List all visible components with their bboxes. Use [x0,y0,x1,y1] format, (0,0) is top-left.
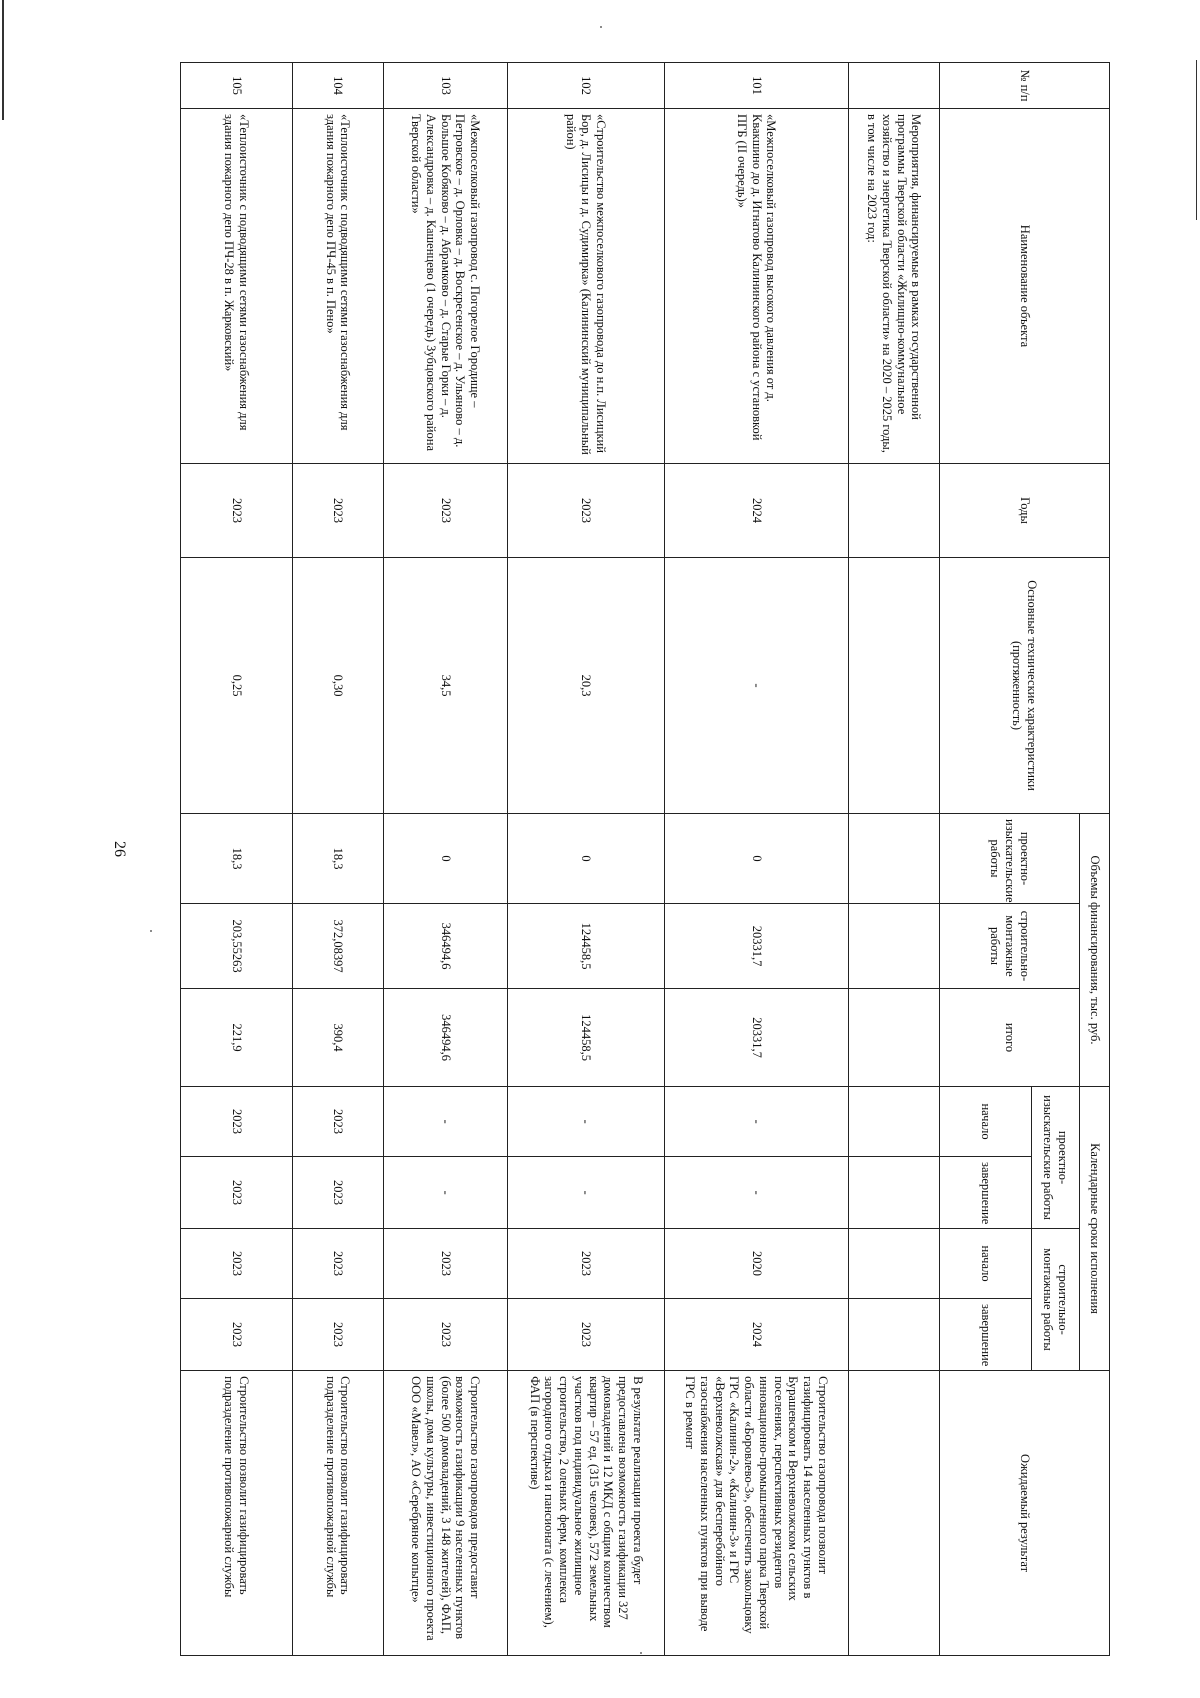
row-years: 2023 [181,464,293,558]
scan-edge-line-left [2,0,4,120]
empty-cell [848,989,939,1087]
row-design-end: - [664,1157,848,1229]
row-design-end: - [383,1157,507,1229]
row-design-start: - [508,1087,665,1157]
section-num-cell [848,63,939,109]
row-design-start: 2023 [292,1087,383,1157]
empty-cell [848,1157,939,1229]
header-result: Ожидаемый результат [940,1371,1110,1656]
row-fin-total: 346494,6 [383,989,507,1087]
row-design-end: - [508,1157,665,1229]
row-fin-design: 0 [508,814,665,904]
header-fin-total: итого [940,989,1080,1087]
row-years: 2023 [508,464,665,558]
row-name: «Строительство межпоселкового газопровода до н.п. Лисицкий Бор, д. Лисицы и д. Судимирка» (Калининский муниципальный район) [508,109,665,464]
empty-cell [848,464,939,558]
row-specs: 0,30 [292,558,383,814]
row-fin-construction: 20331,7 [664,904,848,989]
row-fin-total: 20331,7 [664,989,848,1087]
empty-cell [848,1229,939,1299]
table-row [664,63,848,1656]
row-num: 101 [664,63,848,109]
table-row [181,63,293,1656]
section-name: Мероприятия, финансируемые в рамках государственной программы Тверской области «Жилищно-коммунальное хозяйство и энергетика Тверской области» на 2020 – 2025 годы, в том числе на 2023 год: [848,109,939,464]
row-fin-design: 18,3 [292,814,383,904]
row-construction-start: 2023 [292,1229,383,1299]
header-sched-construction: строительно-монтажные работы [1032,1229,1080,1371]
row-fin-total: 221,9 [181,989,293,1087]
row-construction-start: 2023 [181,1229,293,1299]
row-construction-end: 2024 [664,1299,848,1371]
row-num: 104 [292,63,383,109]
row-design-start: - [383,1087,507,1157]
row-name: «Теплоисточник с подводящими сетями газоснабжения для здания пожарного депо ПЧ-28 в п. Жарковский» [181,109,293,464]
row-construction-start: 2023 [383,1229,507,1299]
scan-speck [150,930,152,932]
row-name: «Теплоисточник с подводящими сетями газоснабжения для здания пожарного депо ПЧ-45 в п. Пено» [292,109,383,464]
row-result: Строительство газопровода позволит газифицировать 14 населенных пунктов в Бурашевском и Верхневолжском сельских поселениях, перспективных резидентов инновационно-промышленного парка Тверской области «Боровлево-3», обеспечить закольцовку ГРС «Калинин-2», «Калинин-3» и ГРС «Верхневолжская» для бесперебойного газоснабжения населенных пунктов при выводе ГРС в ремонт [664,1371,848,1656]
row-num: 105 [181,63,293,109]
empty-cell [848,1371,939,1656]
row-construction-start: 2023 [508,1229,665,1299]
row-design-start: 2023 [181,1087,293,1157]
row-years: 2024 [664,464,848,558]
row-construction-end: 2023 [181,1299,293,1371]
row-design-start: - [664,1087,848,1157]
row-fin-construction: 203,55263 [181,904,293,989]
row-fin-design: 18,3 [181,814,293,904]
row-design-end: 2023 [181,1157,293,1229]
empty-cell [848,814,939,904]
row-fin-construction: 124458,5 [508,904,665,989]
rotated-table-sheet [180,62,1110,1655]
scan-edge-line-right [1196,60,1197,220]
page-number: 26 [111,841,128,857]
row-name: «Межпоселковый газопровод высокого давления от д. Квакшино до д. Игнатово Калининского района с установкой ПГБ (II очередь)» [664,109,848,464]
header-years: Годы [940,464,1110,558]
empty-cell [848,1299,939,1371]
header-schedule: Календарные сроки исполнения [1080,1087,1110,1371]
row-result: Строительство газопроводов предоставит возможность газификации 9 населенных пунктов (более 500 домовладений, 3 148 жителей), ФАП, школы, дома культуры, инвестиционного проекта ООО «Мавел», АО «Серебряное копытце» [383,1371,507,1656]
row-specs: 20,3 [508,558,665,814]
row-fin-construction: 372,08397 [292,904,383,989]
row-specs: - [664,558,848,814]
header-construction-end: завершение [940,1299,1032,1371]
row-specs: 0,25 [181,558,293,814]
row-name: «Межпоселковый газопровод с. Погорелое Городище – Петровское – д. Орловка – д. Воскресенское – д. Ульяново – д. Большое Кобяково – д. Абрамково – д. Старые Горки – д. Александровка – д. Кашенцево (1 очередь) Зубцовского района Тверской области» [383,109,507,464]
row-result: Строительство позволит газифицировать подразделение противопожарной службы [181,1371,293,1656]
row-num: 103 [383,63,507,109]
empty-cell [848,1087,939,1157]
header-construction-start: начало [940,1229,1032,1299]
row-construction-end: 2023 [383,1299,507,1371]
section-row [848,63,939,1656]
row-fin-design: 0 [383,814,507,904]
header-design-start: начало [940,1087,1032,1157]
header-specs: Основные технические характеристики (протяженность) [940,558,1110,814]
row-specs: 34,5 [383,558,507,814]
table-row [292,63,383,1656]
row-design-end: 2023 [292,1157,383,1229]
table-row [508,63,665,1656]
empty-cell [848,904,939,989]
row-years: 2023 [383,464,507,558]
empty-cell [848,558,939,814]
header-fin-design: проектно-изыскательские работы [940,814,1080,904]
header-fin-construction: строительно-монтажные работы [940,904,1080,989]
row-fin-construction: 346494,6 [383,904,507,989]
row-construction-end: 2023 [508,1299,665,1371]
header-name: Наименование объекта [940,109,1110,464]
row-years: 2023 [292,464,383,558]
gas-projects-table [180,62,1110,1656]
scan-speck [600,26,602,28]
row-fin-design: 0 [664,814,848,904]
row-num: 102 [508,63,665,109]
header-financing: Объемы финансирования, тыс. руб. [1080,814,1110,1087]
header-sched-design: проектно-изыскательские работы [1032,1087,1080,1229]
header-design-end: завершение [940,1157,1032,1229]
row-result: В результате реализации проекта будет предоставлена возможность газификации 327 домовладений и 12 МКД с общим количеством квартир – 57 ед. (315 человек), 572 земельных участков под индивидуальное жилищное строительство, 2 оленьих ферм, комплекса загородного отдыха и пансионата (с лечением), ФАП (в перспективе) [508,1371,665,1656]
row-fin-total: 390,4 [292,989,383,1087]
row-construction-start: 2020 [664,1229,848,1299]
row-construction-end: 2023 [292,1299,383,1371]
row-fin-total: 124458,5 [508,989,665,1087]
table-row [383,63,507,1656]
row-result: Строительство позволит газифицировать подразделение противопожарной службы [292,1371,383,1656]
header-num: № п/п [940,63,1110,109]
